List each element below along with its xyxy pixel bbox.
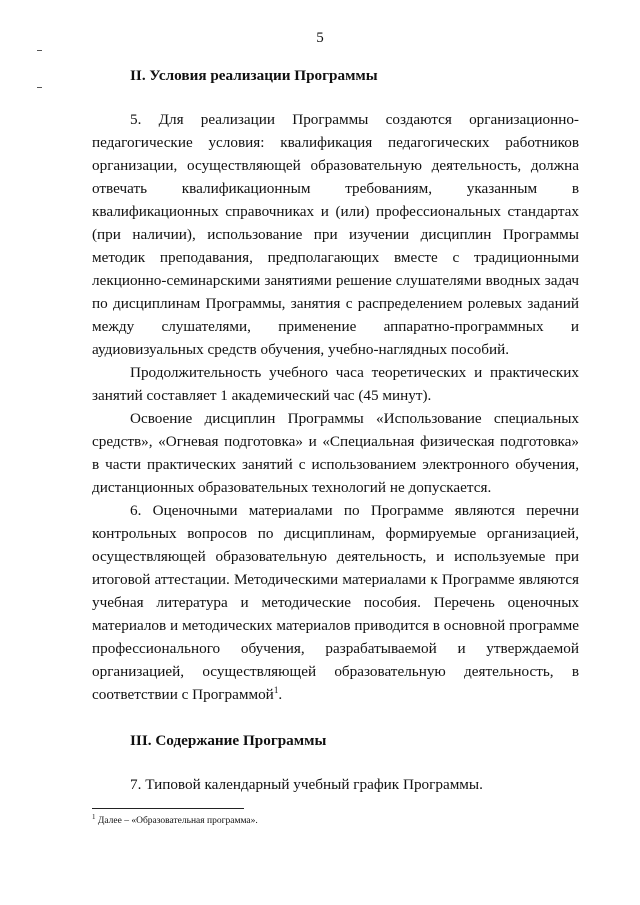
footnote xyxy=(92,812,258,827)
paragraph: Продолжительность учебного часа теоретических и практических занятий составляет 1 академический час (45 минут). xyxy=(92,364,579,404)
margin-mark xyxy=(37,50,42,51)
paragraph xyxy=(92,499,579,706)
paragraph-end: . xyxy=(278,686,283,703)
paragraph: 5. Для реализации Программы создаются организационно-педагогические условия: квалификация педагогических работников организации, осуществляющей образовательную деятельность, должна отвечать квалификационным требованиям, указанным в квалификационных справочниках и (или) профессиональных стандартах (при наличии), использование при изучении дисциплин Программы методик преподавания, предполагающих вместе с традиционными лекционно-семинарскими занятиями решение слушателями вводных задач по дисциплинам Программы, занятия с распределением ролевых заданий между слушателями, применение аппаратно-программных и аудиовизуальных средств обучения, учебно-наглядных пособий. xyxy=(92,111,579,358)
paragraph: Освоение дисциплин Программы «Использование специальных средств», «Огневая подготовка» и «Специальная физическая подготовка» в части практических занятий с использованием электронного обучения, дистанционных образовательных технологий не допускается. xyxy=(92,410,579,496)
paragraph-text: 6. Оценочными материалами по Программе являются перечни контрольных вопросов по дисциплинам, формируемые организацией, осуществляющей образовательную деятельность, и используемые при итоговой аттестации. Методическими материалами к Программе являются учебная литература и методические пособия. Перечень оценочных материалов и методических материалов приводится в основной программе профессионального обучения, разрабатываемой и утверждаемой организацией, осуществляющей образовательную деятельность, в соответствии с Программой xyxy=(92,502,579,703)
document-body xyxy=(92,64,579,796)
footnote-marker: 1 xyxy=(92,812,96,821)
footnote-text: Далее – «Образовательная программа». xyxy=(97,816,258,826)
footnote-divider xyxy=(92,808,244,809)
section-heading: II. Условия реализации Программы xyxy=(130,67,378,84)
margin-mark xyxy=(37,87,42,88)
footnote-reference: 1 xyxy=(273,684,279,695)
page-number: 5 xyxy=(316,30,324,46)
paragraph: 7. Типовой календарный учебный график Программы. xyxy=(130,776,483,793)
section-heading: III. Содержание Программы xyxy=(130,732,327,749)
